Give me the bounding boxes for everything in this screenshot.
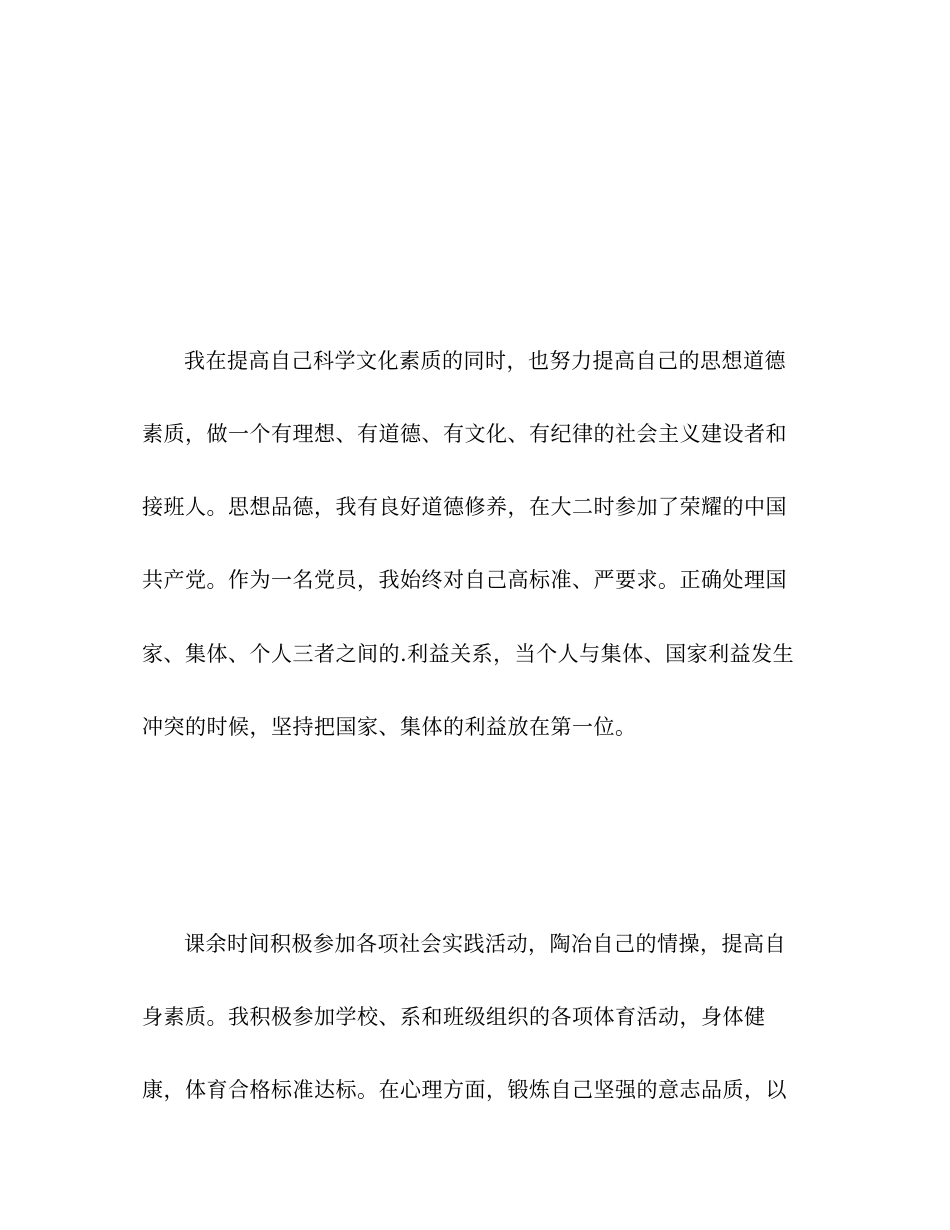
paragraph-2-line-2: 身素质。我积极参加学校、系和班级组织的各项体育活动，身体健 bbox=[142, 1005, 766, 1029]
paragraph-2-line-1: 课余时间积极参加各项社会实践活动，陶冶自己的情操，提高自 bbox=[184, 932, 786, 956]
paragraph-1-line-5: 家、集体、个人三者之间的.利益关系，当个人与集体、国家利益发生 bbox=[142, 642, 795, 666]
paragraph-1-line-3: 接班人。思想品德，我有良好道德修养，在大二时参加了荣耀的中国 bbox=[142, 495, 787, 519]
paragraph-1-line-2: 素质，做一个有理想、有道德、有文化、有纪律的社会主义建设者和 bbox=[142, 422, 787, 446]
paragraph-1-line-4: 共产党。作为一名党员，我始终对自己高标准、严要求。正确处理国 bbox=[142, 568, 787, 592]
paragraph-1-line-6: 冲突的时候，坚持把国家、集体的利益放在第一位。 bbox=[142, 715, 637, 739]
paragraph-1-line-1: 我在提高自己科学文化素质的同时，也努力提高自己的思想道德 bbox=[184, 349, 786, 373]
paragraph-2-line-3: 康，体育合格标准达标。在心理方面，锻炼自己坚强的意志品质，以 bbox=[142, 1078, 787, 1102]
